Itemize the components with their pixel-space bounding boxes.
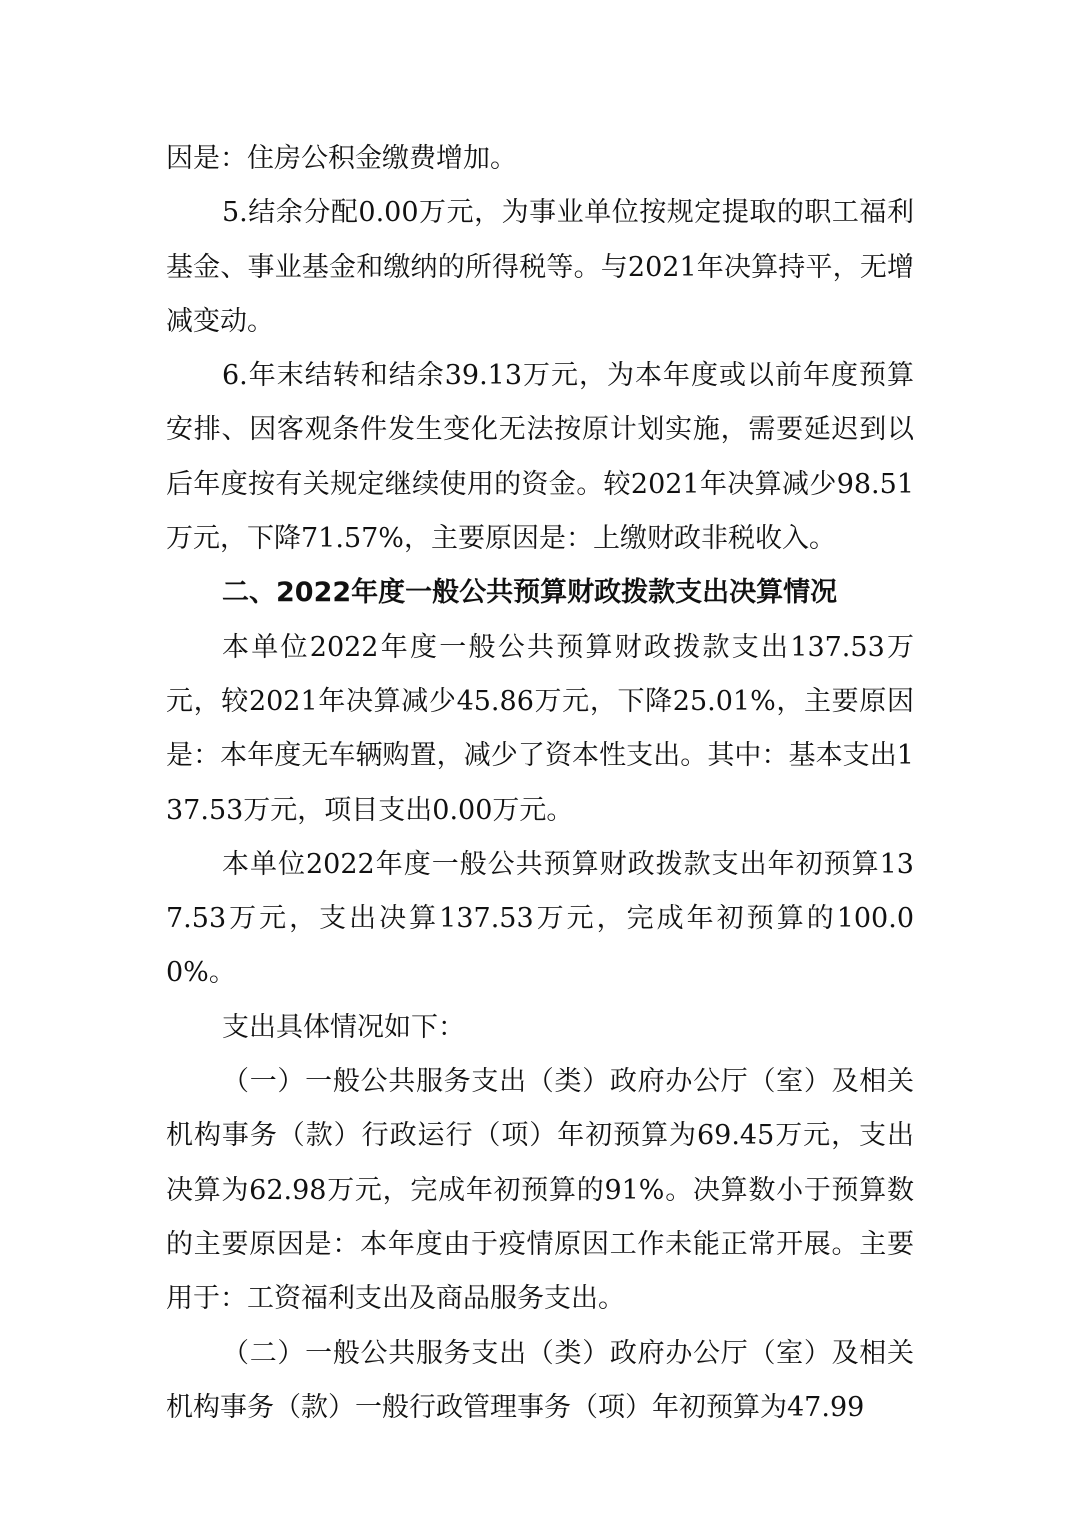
paragraph-year-end-carryover: 6.年末结转和结余39.13万元，为本年度或以前年度预算安排、因客观条件发生变化无法按原计划实施，需要延迟到以后年度按有关规定继续使用的资金。较2021年决算减少98.51万元，下降71.57%，主要原因是：上缴财政非税收入。 bbox=[166, 360, 914, 555]
paragraph-details-intro: 支出具体情况如下： bbox=[222, 1011, 465, 1043]
paragraph-housing-fund-reason: 因是：住房公积金缴费增加。 bbox=[166, 143, 517, 174]
paragraph-surplus-distribution: 5.结余分配0.00万元，为事业单位按规定提取的职工福利基金、事业基金和缴纳的所得税等。与2021年决算持平，无增减变动。 bbox=[166, 197, 914, 337]
section-heading-general-budget: 二、2022年度一般公共预算财政拨款支出决算情况 bbox=[222, 577, 838, 609]
document-body bbox=[166, 132, 914, 1435]
paragraph-expenditure-summary: 本单位2022年度一般公共预算财政拨款支出137.53万元，较2021年决算减少45.86万元，下降25.01%，主要原因是：本年度无车辆购置，减少了资本性支出。其中：基本支出137.53万元，项目支出0.00万元。 bbox=[166, 631, 914, 826]
paragraph-item-two: （二）一般公共服务支出（类）政府办公厅（室）及相关机构事务（款）一般行政管理事务（项）年初预算为47.99 bbox=[166, 1337, 914, 1423]
paragraph-item-one: （一）一般公共服务支出（类）政府办公厅（室）及相关机构事务（款）行政运行（项）年初预算为69.45万元，支出决算为62.98万元，完成年初预算的91%。决算数小于预算数的主要原因是：本年度由于疫情原因工作未能正常开展。主要用于：工资福利支出及商品服务支出。 bbox=[166, 1066, 914, 1315]
paragraph-budget-completion: 本单位2022年度一般公共预算财政拨款支出年初预算137.53万元，支出决算137.53万元，完成年初预算的100.00%。 bbox=[166, 848, 914, 989]
